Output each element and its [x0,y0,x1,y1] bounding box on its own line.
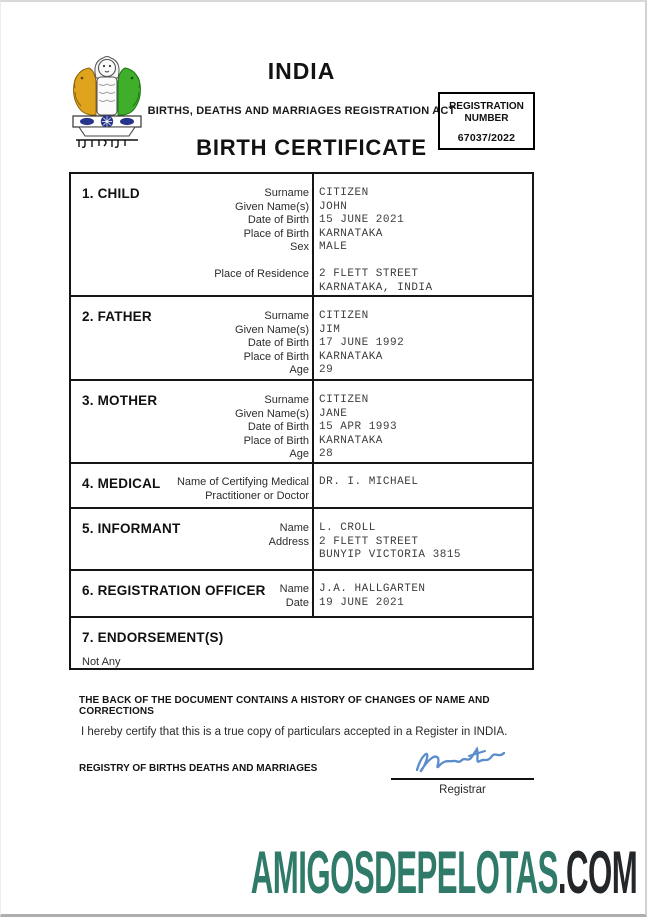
column-divider [312,297,314,379]
country-title: INDIA [267,58,336,84]
section-informant [71,507,532,569]
section-medical-title: 4. MEDICAL [82,476,161,491]
section-registration-officer-values: J.A. HALLGARTEN 19 JUNE 2021 [319,583,426,609]
watermark-tld: .COM [557,839,637,906]
section-endorsements [71,616,532,668]
registration-label-line2: NUMBER [464,113,509,124]
registration-number-box [438,92,535,150]
section-mother-title: 3. MOTHER [82,393,158,408]
certification-statement: I hereby certify that this is a true copy of particulars accepted in a Register in INDIA. [81,726,508,738]
section-registration-officer-title: 6. REGISTRATION OFFICER [82,583,266,598]
registrar-signature-icon [411,744,515,778]
section-medical-labels: Name of Certifying Medical Practitioner or Doctor [176,476,309,502]
section-father-values: CITIZEN JIM 17 JUNE 1992 KARNATAKA 29 [319,310,405,376]
section-child [71,174,532,295]
certificate-table [69,172,534,670]
section-informant-title: 5. INFORMANT [82,521,181,536]
section-father-labels: Surname Given Name(s) Date of Birth Place of Birth Age [235,310,309,376]
section-informant-labels: Name Address [268,522,309,548]
section-mother-values: CITIZEN JANE 15 APR 1993 KARNATAKA 28 [319,394,398,460]
section-child-values: CITIZEN JOHN 15 JUNE 2021 KARNATAKA MALE 2 FLETT STREET KARNATAKA, INDIA [319,187,433,294]
registrar-label: Registrar [439,784,486,796]
watermark-banner [0,839,637,906]
section-father-title: 2. FATHER [82,309,152,324]
column-divider [312,509,314,569]
section-endorsements-note: Not Any [82,656,121,668]
column-divider [312,174,314,295]
registry-title: REGISTRY OF BIRTHS DEATHS AND MARRIAGES [79,763,318,774]
section-mother-labels: Surname Given Name(s) Date of Birth Place of Birth Age [235,394,309,460]
section-medical [71,462,532,507]
watermark-brand: AMIGOSDEPELOTAS [250,839,558,906]
registration-label-line1: REGISTRATION [449,101,524,112]
section-child-title: 1. CHILD [82,186,140,201]
section-registration-officer-labels: Name Date [279,583,309,609]
section-mother [71,379,532,462]
act-title: BIRTHS, DEATHS AND MARRIAGES REGISTRATION ACT [147,105,456,117]
section-registration-officer [71,569,532,616]
signature-block [391,744,534,796]
registration-number-value: 67037/2022 [457,132,516,144]
document-title: BIRTH CERTIFICATE [196,135,427,160]
column-divider [312,381,314,462]
section-child-labels: Surname Given Name(s) Date of Birth Place of Birth Sex Place of Residence [214,187,309,280]
signature-line [391,778,534,780]
column-divider [312,464,314,507]
section-informant-values: L. CROLL 2 FLETT STREET BUNYIP VICTORIA 3815 [319,522,462,561]
section-medical-values: DR. I. MICHAEL [319,476,419,488]
back-of-document-note: THE BACK OF THE DOCUMENT CONTAINS A HISTORY OF CHANGES OF NAME AND CORRECTIONS [79,695,490,717]
section-father [71,295,532,379]
section-endorsements-title: 7. ENDORSEMENT(S) [82,630,224,645]
column-divider [312,571,314,616]
